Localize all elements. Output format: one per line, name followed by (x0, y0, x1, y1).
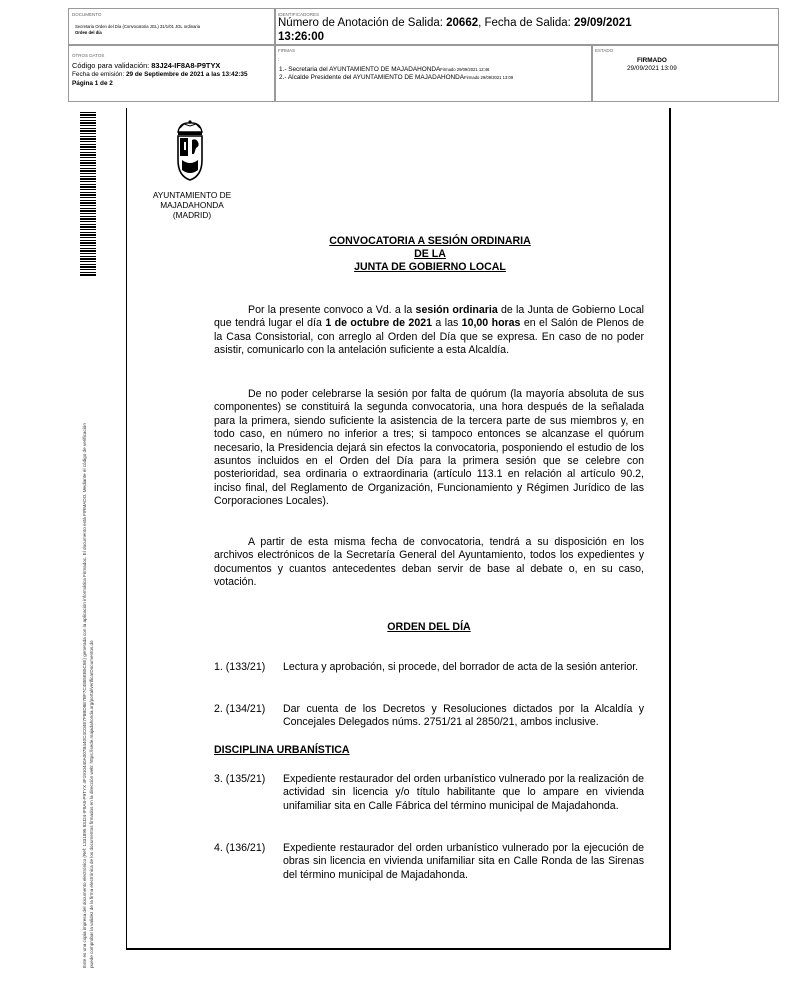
codigo-value: 83J24-IF8A8-P9TYX (151, 61, 221, 70)
firmas-colon: : (278, 57, 280, 62)
item-2-text: Dar cuenta de los Decretos y Resoluciones dictados por la Alcaldía y Concejales Delegados núms. 2751/21 al 2850/21, ambos inclusive. (283, 703, 644, 729)
paragraph-2: De no poder celebrarse la sesión por falta de quórum (la mayoría absoluta de sus componentes) se constituirá la segunda convocatoria, una hora después de la señalada para la primera, siendo suficiente la asistencia de la tercera parte de sus miembros y, en todo caso, en número no inferior a tres; si tampoco entonces se alcanzase el quórum necesario, la Presidencia dejará sin efectos la convocatoria, posponiendo el estudio de los asuntos incluidos en el Orden del Día para la primera sesión que se celebre con posterioridad, sea ordinaria o extraordinaria (artículo 113.1 en relación al artículo 90.2, inciso final, del Reglamento de Organización, Funcionamiento y Régimen Jurídico de las Corporaciones Locales). (214, 388, 644, 508)
doc-sub: Orden del día (75, 30, 102, 35)
coat-of-arms-icon (170, 118, 210, 186)
doc-label: DOCUMENTO (72, 12, 102, 17)
document-title (254, 235, 606, 274)
ayto-line-2: MAJADAHONDA (160, 200, 224, 210)
item-1-number: 1. (133/21) (214, 661, 266, 673)
p1-text-c: de la Junta de Gobierno Local que tendrá lugar el día (214, 304, 644, 330)
estado-value: FIRMADO (637, 57, 667, 64)
ayto-line-1: AYUNTAMIENTO DE (152, 190, 232, 200)
ayuntamiento-name (144, 190, 240, 220)
item-4-number: 4. (136/21) (214, 842, 266, 854)
ident-text (278, 16, 632, 44)
item-4-text: Expediente restaurador del orden urbanístico vulnerado por la ejecución de obras sin licencia en vivienda unifamiliar sita en Calle Ronda de las Sirenas del término municipal de Majadahonda. (283, 842, 644, 881)
firma-2 (279, 74, 513, 81)
section-heading: DISCIPLINA URBANÍSTICA (214, 744, 350, 756)
ident-pre: Número de Anotación de Salida: (278, 17, 447, 29)
codigo-pre: Código para validación: (72, 61, 152, 70)
title-line-1: CONVOCATORIA A SESIÓN ORDINARIA (329, 235, 531, 247)
p1-bold-d: 1 de octubre de 2021 (325, 317, 432, 330)
estado-label: ESTADO (595, 48, 614, 53)
paragraph-3: A partir de esta misma fecha de convocatoria, tendrá a su disposición en los archivos electrónicos de la Secretaría General del Ayuntamiento, todos los expedientes y documentos y cuantos antecedentes deban servir de base al debate o, en su caso, votación. (214, 536, 644, 589)
fecha-line (72, 71, 248, 78)
title-line-3: JUNTA DE GOBIERNO LOCAL (354, 261, 506, 273)
fecha-value: 29 de Septiembre de 2021 a las 13:42:35 (126, 71, 248, 78)
header-firmas-box (274, 44, 593, 102)
item-3-number: 3. (135/21) (214, 773, 266, 785)
item-2-number: 2. (134/21) (214, 703, 266, 715)
estado-fecha: 29/09/2021 13:09 (627, 65, 677, 72)
side-note-1: Este es una copia impresa del documento electrónico (Ref: 1331895 83J24-IF8A8-P9TYX 4F1910440A007B440C4C04E7F8BD8E7BF7C4855EB5C5E) generada con la aplicación informática Firmadoc. El documento está FIRMADO. Mediante el código de verificación (82, 423, 87, 968)
p1-text-e: a las (432, 317, 462, 330)
barcode (80, 112, 96, 277)
codigo-line (72, 61, 220, 70)
side-note-2: puede comprobar la validez de la firma electrónica de los documentos firmados en la dirección web: https://sede.majadahonda.org/portal/verificarDocumentos.do (89, 640, 94, 968)
otros-label: OTROS DATOS (72, 53, 105, 58)
ayto-line-3: (MADRID) (172, 210, 212, 220)
ident-date: 29/09/2021 (574, 17, 632, 29)
p1-bold-f: 10,00 horas (461, 317, 521, 330)
firmas-label: FIRMAS (278, 48, 296, 53)
firma-1-date: Firmado 29/09/2021 12:46 (440, 67, 490, 72)
ident-mid: , Fecha de Salida: (478, 17, 575, 29)
p1-bold-b: sesión ordinaria (415, 304, 498, 316)
paragraph-1 (214, 304, 644, 358)
firma-2-text: 2.- Alcalde Presidente del AYUNTAMIENTO DE MAJADAHONDA (279, 74, 465, 81)
fecha-pre: Fecha de emisión: (72, 71, 126, 78)
title-line-2: DE LA (414, 248, 446, 260)
firma-2-date: Firmado 29/09/2021 13:09 (464, 75, 514, 80)
pagina: Página 1 de 2 (72, 80, 113, 87)
item-3-text: Expediente restaurador del orden urbanístico vulnerado por la realización de actividad sin licencia y/o título habilitante que lo ampare en vivienda unifamiliar sita en Calle Fábrica del término municipal de Majadahonda. (283, 773, 644, 812)
ident-num: 20662 (446, 17, 479, 29)
orden-del-dia-title: ORDEN DEL DÍA (387, 621, 471, 633)
header-estado-box (591, 44, 779, 102)
item-1-text: Lectura y aprobación, si procede, del borrador de acta de la sesión anterior. (283, 661, 639, 673)
ident-time: 13:26:00 (278, 31, 325, 43)
ident-label: IDENTIFICADORES (278, 12, 320, 17)
firma-1-text: 1.- Secretaria del AYUNTAMIENTO DE MAJADAHONDA (279, 66, 441, 73)
firma-1 (279, 66, 489, 73)
doc-name: Secretaria Orden del Día (Convocatoria JGL) 31/1/01 JGL ordinaria (75, 24, 201, 29)
p1-text-a: Por la presente convoco a Vd. a la (248, 304, 416, 316)
p1-text-g: en el Salón de Plenos de la Casa Consistorial, con arreglo al Orden del Día que se expresa. En caso de no poder asistir, comunicarlo con la antelación suficiente a esta Alcaldía. (214, 317, 645, 357)
